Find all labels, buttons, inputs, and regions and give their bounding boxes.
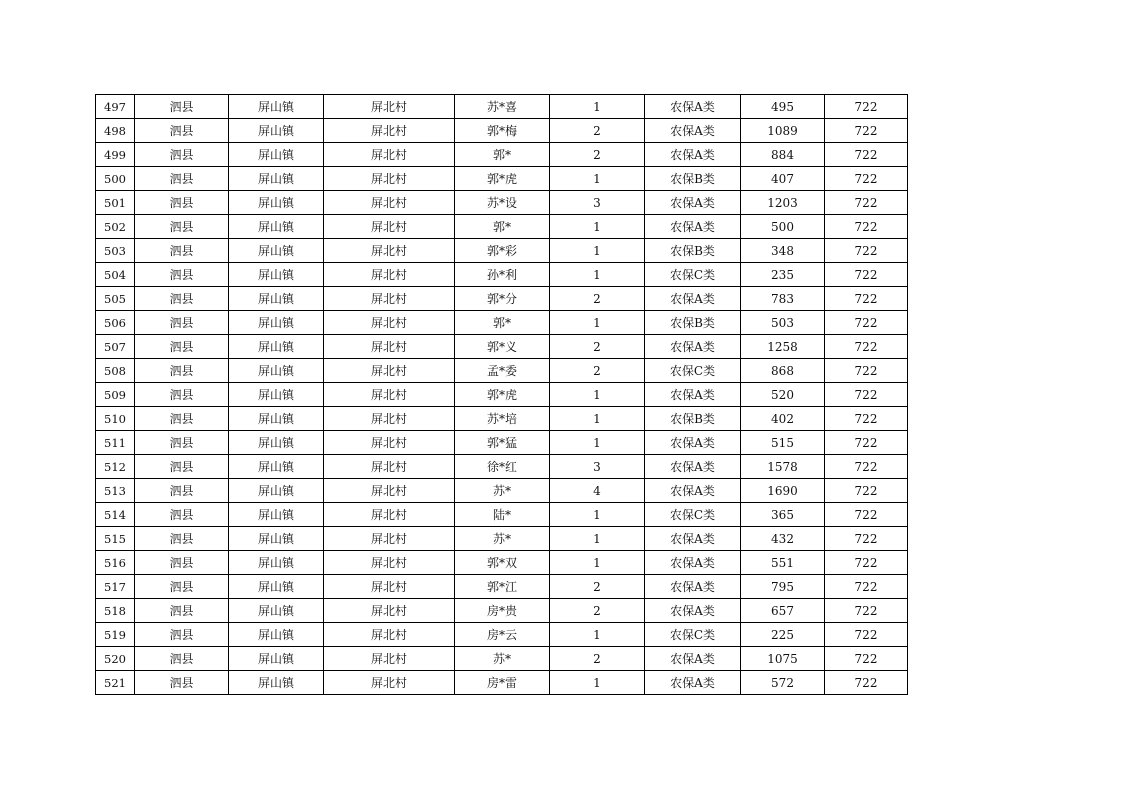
village-cell: 屏北村: [324, 191, 455, 215]
table-row: [96, 599, 908, 623]
row-number-cell: 508: [96, 359, 135, 383]
standard-cell: 722: [825, 455, 908, 479]
town-cell: 屏山镇: [229, 335, 324, 359]
household-size-cell: 2: [550, 599, 645, 623]
name-cell: 郭*江: [455, 575, 550, 599]
town-cell: 屏山镇: [229, 647, 324, 671]
standard-cell: 722: [825, 167, 908, 191]
amount-cell: 432: [741, 527, 825, 551]
category-cell: 农保A类: [645, 119, 741, 143]
standard-cell: 722: [825, 335, 908, 359]
town-cell: 屏山镇: [229, 95, 324, 119]
county-cell: 泗县: [135, 647, 229, 671]
name-cell: 郭*梅: [455, 119, 550, 143]
name-cell: 房*云: [455, 623, 550, 647]
village-cell: 屏北村: [324, 239, 455, 263]
household-size-cell: 2: [550, 575, 645, 599]
county-cell: 泗县: [135, 239, 229, 263]
table-row: [96, 359, 908, 383]
category-cell: 农保A类: [645, 383, 741, 407]
county-cell: 泗县: [135, 215, 229, 239]
table-row: [96, 119, 908, 143]
town-cell: 屏山镇: [229, 119, 324, 143]
name-cell: 郭*猛: [455, 431, 550, 455]
standard-cell: 722: [825, 527, 908, 551]
village-cell: 屏北村: [324, 335, 455, 359]
category-cell: 农保A类: [645, 599, 741, 623]
standard-cell: 722: [825, 599, 908, 623]
standard-cell: 722: [825, 287, 908, 311]
household-size-cell: 1: [550, 527, 645, 551]
name-cell: 陆*: [455, 503, 550, 527]
town-cell: 屏山镇: [229, 623, 324, 647]
table-row: [96, 383, 908, 407]
amount-cell: 868: [741, 359, 825, 383]
household-size-cell: 1: [550, 623, 645, 647]
county-cell: 泗县: [135, 95, 229, 119]
category-cell: 农保A类: [645, 287, 741, 311]
name-cell: 郭*双: [455, 551, 550, 575]
amount-cell: 1075: [741, 647, 825, 671]
category-cell: 农保C类: [645, 263, 741, 287]
village-cell: 屏北村: [324, 287, 455, 311]
name-cell: 苏*: [455, 479, 550, 503]
amount-cell: 402: [741, 407, 825, 431]
category-cell: 农保A类: [645, 455, 741, 479]
county-cell: 泗县: [135, 383, 229, 407]
name-cell: 房*雷: [455, 671, 550, 695]
amount-cell: 515: [741, 431, 825, 455]
county-cell: 泗县: [135, 623, 229, 647]
standard-cell: 722: [825, 551, 908, 575]
name-cell: 郭*义: [455, 335, 550, 359]
name-cell: 苏*: [455, 527, 550, 551]
row-number-cell: 519: [96, 623, 135, 647]
row-number-cell: 513: [96, 479, 135, 503]
row-number-cell: 521: [96, 671, 135, 695]
row-number-cell: 515: [96, 527, 135, 551]
row-number-cell: 499: [96, 143, 135, 167]
county-cell: 泗县: [135, 167, 229, 191]
category-cell: 农保B类: [645, 239, 741, 263]
household-size-cell: 1: [550, 95, 645, 119]
amount-cell: 225: [741, 623, 825, 647]
town-cell: 屏山镇: [229, 503, 324, 527]
household-size-cell: 1: [550, 239, 645, 263]
category-cell: 农保A类: [645, 671, 741, 695]
standard-cell: 722: [825, 647, 908, 671]
name-cell: 郭*: [455, 215, 550, 239]
town-cell: 屏山镇: [229, 599, 324, 623]
household-size-cell: 1: [550, 311, 645, 335]
village-cell: 屏北村: [324, 671, 455, 695]
standard-cell: 722: [825, 623, 908, 647]
county-cell: 泗县: [135, 119, 229, 143]
household-size-cell: 2: [550, 647, 645, 671]
standard-cell: 722: [825, 119, 908, 143]
household-size-cell: 2: [550, 359, 645, 383]
standard-cell: 722: [825, 359, 908, 383]
row-number-cell: 512: [96, 455, 135, 479]
town-cell: 屏山镇: [229, 359, 324, 383]
household-size-cell: 1: [550, 671, 645, 695]
row-number-cell: 514: [96, 503, 135, 527]
amount-cell: 503: [741, 311, 825, 335]
category-cell: 农保B类: [645, 407, 741, 431]
table-row: [96, 527, 908, 551]
standard-cell: 722: [825, 431, 908, 455]
standard-cell: 722: [825, 311, 908, 335]
county-cell: 泗县: [135, 263, 229, 287]
village-cell: 屏北村: [324, 527, 455, 551]
table-row: [96, 287, 908, 311]
row-number-cell: 516: [96, 551, 135, 575]
table-row: [96, 191, 908, 215]
standard-cell: 722: [825, 503, 908, 527]
town-cell: 屏山镇: [229, 167, 324, 191]
row-number-cell: 503: [96, 239, 135, 263]
household-size-cell: 2: [550, 287, 645, 311]
amount-cell: 1203: [741, 191, 825, 215]
table-row: [96, 95, 908, 119]
row-number-cell: 510: [96, 407, 135, 431]
table-row: [96, 647, 908, 671]
town-cell: 屏山镇: [229, 143, 324, 167]
category-cell: 农保C类: [645, 623, 741, 647]
standard-cell: 722: [825, 479, 908, 503]
category-cell: 农保A类: [645, 527, 741, 551]
category-cell: 农保A类: [645, 431, 741, 455]
household-size-cell: 1: [550, 167, 645, 191]
village-cell: 屏北村: [324, 263, 455, 287]
village-cell: 屏北村: [324, 143, 455, 167]
standard-cell: 722: [825, 239, 908, 263]
amount-cell: 520: [741, 383, 825, 407]
name-cell: 孙*利: [455, 263, 550, 287]
amount-cell: 1578: [741, 455, 825, 479]
standard-cell: 722: [825, 191, 908, 215]
row-number-cell: 506: [96, 311, 135, 335]
table-row: [96, 167, 908, 191]
row-number-cell: 509: [96, 383, 135, 407]
county-cell: 泗县: [135, 479, 229, 503]
category-cell: 农保A类: [645, 575, 741, 599]
table-row: [96, 575, 908, 599]
table-row: [96, 455, 908, 479]
row-number-cell: 498: [96, 119, 135, 143]
amount-cell: 657: [741, 599, 825, 623]
standard-cell: 722: [825, 143, 908, 167]
town-cell: 屏山镇: [229, 263, 324, 287]
county-cell: 泗县: [135, 431, 229, 455]
village-cell: 屏北村: [324, 383, 455, 407]
category-cell: 农保A类: [645, 143, 741, 167]
table-row: [96, 335, 908, 359]
category-cell: 农保C类: [645, 503, 741, 527]
county-cell: 泗县: [135, 335, 229, 359]
county-cell: 泗县: [135, 671, 229, 695]
town-cell: 屏山镇: [229, 287, 324, 311]
table-row: [96, 503, 908, 527]
household-size-cell: 1: [550, 503, 645, 527]
row-number-cell: 520: [96, 647, 135, 671]
amount-cell: 500: [741, 215, 825, 239]
town-cell: 屏山镇: [229, 407, 324, 431]
town-cell: 屏山镇: [229, 551, 324, 575]
table-row: [96, 143, 908, 167]
name-cell: 苏*培: [455, 407, 550, 431]
household-size-cell: 1: [550, 431, 645, 455]
village-cell: 屏北村: [324, 167, 455, 191]
table-row: [96, 431, 908, 455]
town-cell: 屏山镇: [229, 455, 324, 479]
amount-cell: 235: [741, 263, 825, 287]
standard-cell: 722: [825, 95, 908, 119]
table-row: [96, 407, 908, 431]
village-cell: 屏北村: [324, 359, 455, 383]
town-cell: 屏山镇: [229, 383, 324, 407]
table-row: [96, 239, 908, 263]
category-cell: 农保A类: [645, 335, 741, 359]
table-row: [96, 671, 908, 695]
amount-cell: 407: [741, 167, 825, 191]
household-size-cell: 1: [550, 383, 645, 407]
name-cell: 郭*虎: [455, 167, 550, 191]
standard-cell: 722: [825, 671, 908, 695]
category-cell: 农保C类: [645, 359, 741, 383]
household-size-cell: 3: [550, 455, 645, 479]
county-cell: 泗县: [135, 407, 229, 431]
category-cell: 农保B类: [645, 167, 741, 191]
village-cell: 屏北村: [324, 215, 455, 239]
standard-cell: 722: [825, 575, 908, 599]
village-cell: 屏北村: [324, 551, 455, 575]
amount-cell: 348: [741, 239, 825, 263]
village-cell: 屏北村: [324, 455, 455, 479]
row-number-cell: 511: [96, 431, 135, 455]
county-cell: 泗县: [135, 287, 229, 311]
village-cell: 屏北村: [324, 479, 455, 503]
town-cell: 屏山镇: [229, 239, 324, 263]
village-cell: 屏北村: [324, 599, 455, 623]
amount-cell: 795: [741, 575, 825, 599]
name-cell: 苏*: [455, 647, 550, 671]
county-cell: 泗县: [135, 191, 229, 215]
town-cell: 屏山镇: [229, 191, 324, 215]
village-cell: 屏北村: [324, 575, 455, 599]
row-number-cell: 507: [96, 335, 135, 359]
household-size-cell: 2: [550, 119, 645, 143]
category-cell: 农保A类: [645, 95, 741, 119]
table-row: [96, 263, 908, 287]
row-number-cell: 500: [96, 167, 135, 191]
household-size-cell: 1: [550, 263, 645, 287]
household-size-cell: 4: [550, 479, 645, 503]
row-number-cell: 501: [96, 191, 135, 215]
amount-cell: 495: [741, 95, 825, 119]
county-cell: 泗县: [135, 575, 229, 599]
amount-cell: 365: [741, 503, 825, 527]
county-cell: 泗县: [135, 143, 229, 167]
county-cell: 泗县: [135, 503, 229, 527]
table-row: [96, 479, 908, 503]
county-cell: 泗县: [135, 455, 229, 479]
town-cell: 屏山镇: [229, 671, 324, 695]
village-cell: 屏北村: [324, 311, 455, 335]
town-cell: 屏山镇: [229, 479, 324, 503]
name-cell: 苏*设: [455, 191, 550, 215]
table-row: [96, 623, 908, 647]
table-row: [96, 551, 908, 575]
standard-cell: 722: [825, 383, 908, 407]
category-cell: 农保A类: [645, 647, 741, 671]
category-cell: 农保A类: [645, 551, 741, 575]
name-cell: 房*贵: [455, 599, 550, 623]
name-cell: 苏*喜: [455, 95, 550, 119]
row-number-cell: 518: [96, 599, 135, 623]
amount-cell: 551: [741, 551, 825, 575]
name-cell: 孟*委: [455, 359, 550, 383]
category-cell: 农保A类: [645, 215, 741, 239]
town-cell: 屏山镇: [229, 311, 324, 335]
village-cell: 屏北村: [324, 647, 455, 671]
amount-cell: 884: [741, 143, 825, 167]
household-size-cell: 2: [550, 143, 645, 167]
town-cell: 屏山镇: [229, 431, 324, 455]
row-number-cell: 505: [96, 287, 135, 311]
row-number-cell: 517: [96, 575, 135, 599]
name-cell: 郭*: [455, 311, 550, 335]
table-row: [96, 215, 908, 239]
household-size-cell: 3: [550, 191, 645, 215]
town-cell: 屏山镇: [229, 527, 324, 551]
amount-cell: 1089: [741, 119, 825, 143]
table-body: [96, 95, 908, 695]
amount-cell: 572: [741, 671, 825, 695]
row-number-cell: 502: [96, 215, 135, 239]
name-cell: 徐*红: [455, 455, 550, 479]
household-size-cell: 1: [550, 215, 645, 239]
standard-cell: 722: [825, 263, 908, 287]
county-cell: 泗县: [135, 551, 229, 575]
county-cell: 泗县: [135, 599, 229, 623]
table-row: [96, 311, 908, 335]
name-cell: 郭*彩: [455, 239, 550, 263]
county-cell: 泗县: [135, 527, 229, 551]
amount-cell: 1690: [741, 479, 825, 503]
village-cell: 屏北村: [324, 623, 455, 647]
county-cell: 泗县: [135, 359, 229, 383]
village-cell: 屏北村: [324, 503, 455, 527]
beneficiary-table: [95, 94, 908, 695]
amount-cell: 783: [741, 287, 825, 311]
category-cell: 农保A类: [645, 479, 741, 503]
household-size-cell: 2: [550, 335, 645, 359]
row-number-cell: 504: [96, 263, 135, 287]
village-cell: 屏北村: [324, 431, 455, 455]
standard-cell: 722: [825, 215, 908, 239]
standard-cell: 722: [825, 407, 908, 431]
name-cell: 郭*分: [455, 287, 550, 311]
county-cell: 泗县: [135, 311, 229, 335]
name-cell: 郭*虎: [455, 383, 550, 407]
household-size-cell: 1: [550, 407, 645, 431]
amount-cell: 1258: [741, 335, 825, 359]
category-cell: 农保A类: [645, 191, 741, 215]
row-number-cell: 497: [96, 95, 135, 119]
town-cell: 屏山镇: [229, 575, 324, 599]
category-cell: 农保B类: [645, 311, 741, 335]
town-cell: 屏山镇: [229, 215, 324, 239]
village-cell: 屏北村: [324, 407, 455, 431]
household-size-cell: 1: [550, 551, 645, 575]
village-cell: 屏北村: [324, 119, 455, 143]
name-cell: 郭*: [455, 143, 550, 167]
village-cell: 屏北村: [324, 95, 455, 119]
